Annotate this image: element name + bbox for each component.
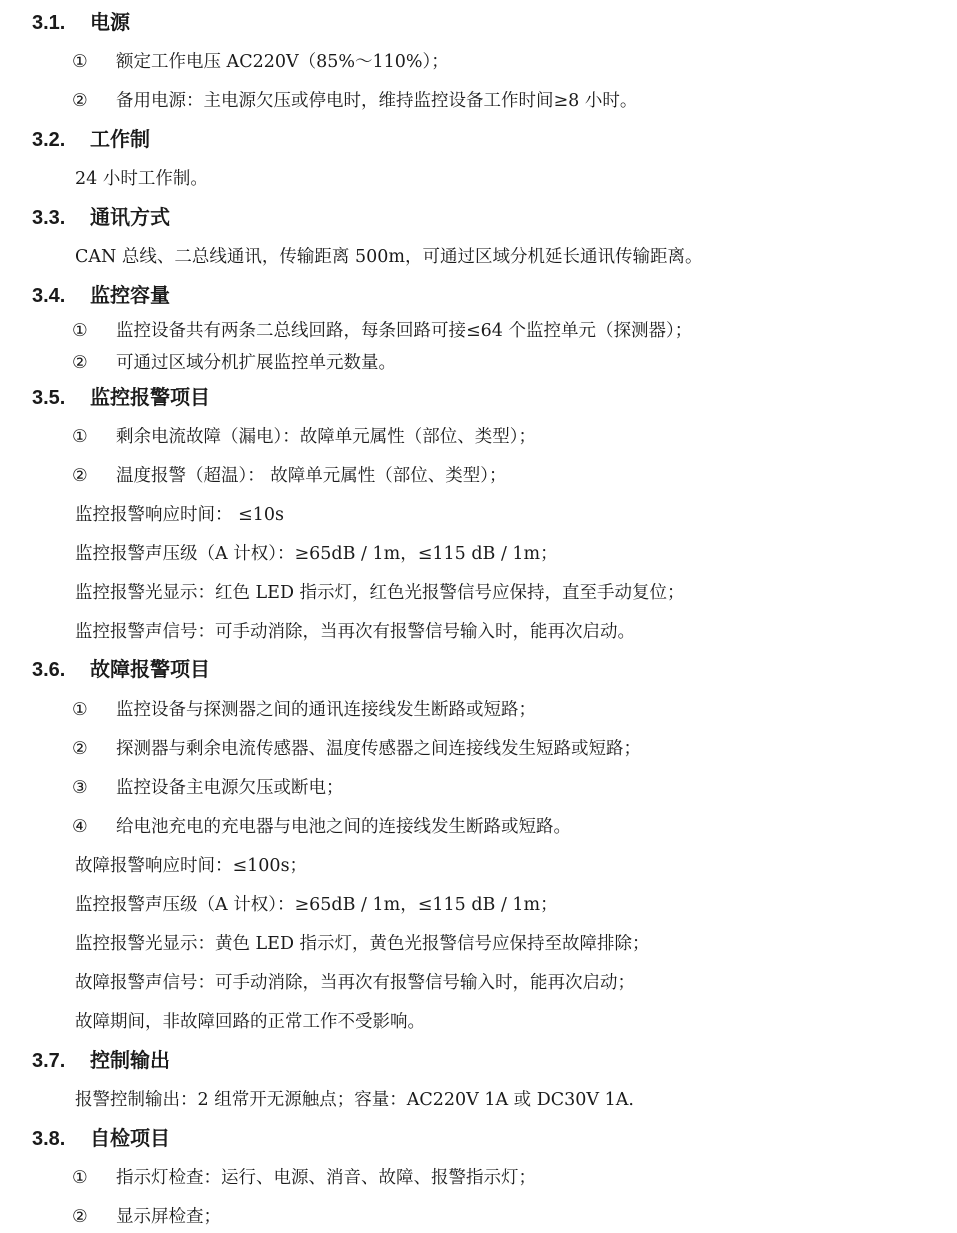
item-text: 温度报警（超温）： 故障单元属性（部位、类型）； [116, 466, 507, 486]
body-line [75, 1085, 634, 1115]
body-line [75, 851, 307, 881]
numbered-item [72, 316, 692, 346]
item-marker: ① [72, 321, 88, 341]
item-marker: ② [72, 91, 88, 111]
section-heading [32, 1124, 170, 1154]
item-text: 指示灯检查：运行、电源、消音、故障、报警指示灯； [116, 1168, 536, 1188]
item-text: 故障报警声信号：可手动消除，当再次有报警信号输入时，能再次启动； [75, 973, 635, 993]
section-number: 3.8. [32, 1128, 66, 1150]
item-marker: ② [72, 739, 88, 759]
numbered-item [72, 812, 571, 842]
section-title: 工作制 [90, 129, 150, 151]
section-heading [32, 383, 210, 413]
section-heading [32, 125, 150, 155]
body-line [75, 242, 702, 272]
numbered-item [72, 348, 396, 378]
body-line [75, 500, 284, 530]
numbered-item [72, 461, 507, 491]
body-line [75, 968, 635, 998]
section-heading [32, 8, 130, 38]
body-line [75, 1007, 425, 1037]
item-text: 监控报警光显示：红色 LED 指示灯，红色光报警信号应保持，直至手动复位； [75, 583, 685, 603]
numbered-item [72, 773, 344, 803]
numbered-item [72, 1202, 221, 1232]
item-text: CAN 总线、二总线通讯，传输距离 500m，可通过区域分机延长通讯传输距离。 [75, 247, 703, 267]
section-title: 自检项目 [90, 1128, 170, 1150]
section-title: 控制输出 [90, 1050, 170, 1072]
item-text: 故障期间，非故障回路的正常工作不受影响。 [75, 1012, 425, 1032]
numbered-item [72, 734, 641, 764]
item-text: 报警控制输出：2 组常开无源触点；容量：AC220V 1A 或 DC30V 1A. [75, 1090, 634, 1110]
item-marker: ② [72, 1207, 88, 1227]
section-title: 通讯方式 [90, 207, 170, 229]
item-text: 显示屏检查； [116, 1207, 221, 1227]
item-text: 监控设备共有两条二总线回路，每条回路可接≤64 个监控单元（探测器）； [116, 321, 693, 341]
section-title: 监控容量 [90, 285, 170, 307]
numbered-item [72, 422, 536, 452]
numbered-item [72, 47, 449, 77]
section-number: 3.1. [32, 12, 66, 34]
item-text: 监控报警声压级（A 计权）：≥65dB / 1m，≤115 dB / 1m； [75, 544, 558, 564]
item-text: 监控报警响应时间： ≤10s [75, 505, 284, 525]
numbered-item [72, 695, 536, 725]
item-marker: ① [72, 1168, 88, 1188]
section-number: 3.7. [32, 1050, 66, 1072]
section-heading [32, 281, 170, 311]
body-line [75, 890, 558, 920]
section-number: 3.3. [32, 207, 66, 229]
item-marker: ② [72, 353, 88, 373]
section-heading [32, 655, 210, 685]
item-text: 剩余电流故障（漏电）：故障单元属性（部位、类型）； [116, 427, 536, 447]
section-number: 3.6. [32, 659, 66, 681]
numbered-item [72, 86, 637, 116]
item-marker: ④ [72, 817, 88, 837]
section-heading [32, 1046, 170, 1076]
body-line [75, 539, 558, 569]
item-text: 备用电源：主电源欠压或停电时，维持监控设备工作时间≥8 小时。 [116, 91, 638, 111]
numbered-item [72, 1163, 536, 1193]
item-text: 给电池充电的充电器与电池之间的连接线发生断路或短路。 [116, 817, 571, 837]
item-text: 可通过区域分机扩展监控单元数量。 [116, 353, 396, 373]
item-text: 监控报警声信号：可手动消除，当再次有报警信号输入时，能再次启动。 [75, 622, 635, 642]
item-marker: ① [72, 427, 88, 447]
item-text: 监控报警声压级（A 计权）：≥65dB / 1m，≤115 dB / 1m； [75, 895, 558, 915]
item-marker: ① [72, 700, 88, 720]
item-text: 24 小时工作制。 [75, 169, 208, 189]
section-title: 电源 [90, 12, 130, 34]
section-title: 监控报警项目 [90, 387, 210, 409]
item-text: 探测器与剩余电流传感器、温度传感器之间连接线发生短路或短路； [116, 739, 641, 759]
section-title: 故障报警项目 [90, 659, 210, 681]
body-line [75, 617, 635, 647]
section-heading [32, 203, 170, 233]
item-marker: ① [72, 52, 88, 72]
item-marker: ③ [72, 778, 88, 798]
section-number: 3.2. [32, 129, 66, 151]
body-line [75, 578, 685, 608]
item-text: 监控报警光显示：黄色 LED 指示灯，黄色光报警信号应保持至故障排除； [75, 934, 650, 954]
body-line [75, 929, 650, 959]
item-text: 故障报警响应时间：≤100s； [75, 856, 308, 876]
body-line [75, 164, 208, 194]
item-text: 额定工作电压 AC220V（85%～110%）； [116, 52, 449, 72]
section-number: 3.5. [32, 387, 66, 409]
section-number: 3.4. [32, 285, 66, 307]
item-text: 监控设备与探测器之间的通讯连接线发生断路或短路； [116, 700, 536, 720]
item-text: 监控设备主电源欠压或断电； [116, 778, 344, 798]
item-marker: ② [72, 466, 88, 486]
